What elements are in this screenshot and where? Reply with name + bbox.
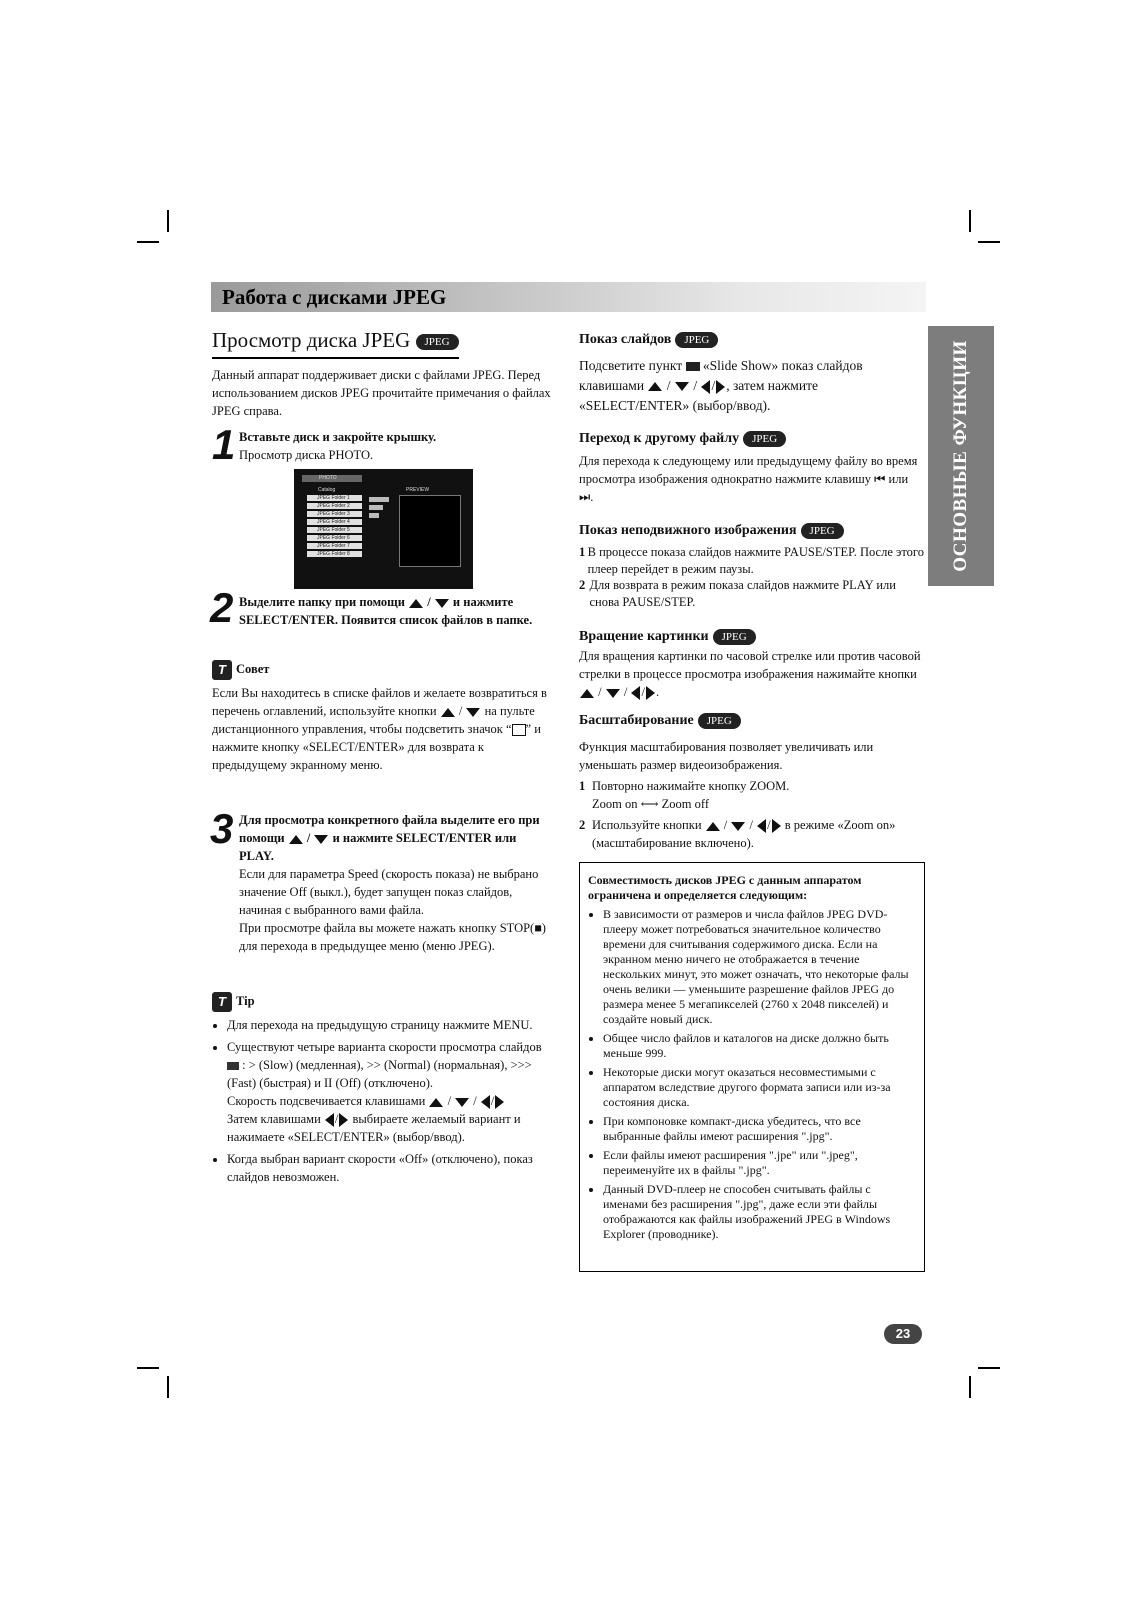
crop-mark bbox=[969, 210, 971, 232]
crop-mark bbox=[137, 241, 159, 243]
compatibility-item: • Данный DVD-плеер не способен считывать файлы с именами без расширения ".jpg", даже если эти файлы отображаются как файлы изображений JPEG в Windows Explorer (проводнике). bbox=[603, 1182, 916, 1242]
step-3: Для просмотра конкретного файла выделите его при помощи / и нажмите SELECT/ENTER или PLAY. Если для параметра Speed (скорость показа) не выбрано значение Off (выкл.), будет запущен показ слайдов, начиная с выбранного вами файла. При просмотре файла вы можете нажать кнопку STOP(■) для перехода в предыдущее меню (меню JPEG). bbox=[239, 811, 552, 955]
compatibility-item: • Общее число файлов и каталогов на диске должно быть меньше 999. bbox=[603, 1031, 916, 1061]
folder-row: JPEG Folder 4 bbox=[307, 519, 362, 525]
jpeg-badge: JPEG bbox=[801, 523, 844, 539]
crop-mark bbox=[978, 1367, 1000, 1369]
up-arrow-icon bbox=[289, 835, 303, 844]
folder-row: JPEG Folder 5 bbox=[307, 527, 362, 533]
folder-row: JPEG Folder 8 bbox=[307, 551, 362, 557]
crop-mark bbox=[978, 241, 1000, 243]
jpeg-badge: JPEG bbox=[698, 713, 741, 729]
pause-heading: Показ неподвижного изображения JPEG bbox=[579, 523, 844, 539]
speed-indicator bbox=[369, 505, 383, 510]
zoom-steps: 1 Повторно нажимайте кнопку ZOOM. Zoom on ⟷ Zoom off 2 Используйте кнопки / / / в режиме «Zoom on» (масштабирование включено). bbox=[579, 779, 896, 850]
next-file-heading: Переход к другому файлу JPEG bbox=[579, 431, 786, 447]
compatibility-notes bbox=[579, 862, 925, 1272]
tip-bullet: • Существуют четыре варианта скорости просмотра слайдов : > (Slow) (медленная), >> (Normal) (нормальная), >>>(Fast) (быстрая) и II (Off) (отключено). Скорость подсвечивается клавишами / / / Затем клавишами / выбираете желаемый вариант и нажимаете «SELECT/ENTER» (выбор/ввод). bbox=[227, 1038, 552, 1146]
jpeg-badge: JPEG bbox=[675, 332, 718, 348]
down-arrow-icon bbox=[314, 835, 328, 844]
zoom-text: Функция масштабирования позволяет увеличивать или уменьшать размер видеоизображения. bbox=[579, 740, 874, 772]
step-1 bbox=[239, 428, 549, 464]
screen-catalog-label: Сatalog bbox=[318, 487, 336, 493]
slideshow-heading: Показ слайдов JPEG bbox=[579, 332, 718, 348]
tip-bullet: • Для перехода на предыдущую страницу нажмите MENU. bbox=[227, 1016, 552, 1034]
rotate-text: Для вращения картинки по часовой стрелке или против часовой стрелки в процессе просмотра изображения нажимайте кнопки / / / . bbox=[579, 649, 921, 699]
crop-mark bbox=[167, 1376, 169, 1398]
compatibility-item: • Если файлы имеют расширения ".jpe" или ".jpeg", переименуйте их в файлы ".jpg". bbox=[603, 1148, 916, 1178]
right-arrow-icon bbox=[716, 380, 725, 394]
crop-mark bbox=[167, 210, 169, 232]
down-arrow-icon bbox=[435, 599, 449, 608]
slideshow-icon bbox=[686, 362, 700, 371]
step-3-paragraph: При просмотре файла вы можете нажать кнопку STOP(■) для перехода в предыдущее меню (меню JPEG). bbox=[239, 921, 546, 953]
up-arrow-icon bbox=[706, 822, 720, 831]
up-arrow-icon bbox=[441, 708, 455, 717]
speed-indicator bbox=[369, 497, 389, 502]
jpeg-badge: JPEG bbox=[416, 334, 459, 350]
tip-box-1: T Совет Если Вы находитесь в списке файлов и желаете возвратиться в перечень оглавлений, используйте кнопки / на пульте дистанционного управления, чтобы подсветить значок “ ” и нажмите кнопку «SELECT/ENTER» для возврата к предыдущему экранному меню. bbox=[212, 662, 547, 773]
page-heading: Просмотр диска JPEG JPEG bbox=[212, 328, 459, 359]
page-number: 23 bbox=[884, 1324, 922, 1344]
step-1-text: Просмотр диска PHOTO. bbox=[239, 448, 374, 462]
tip-box-2 bbox=[212, 992, 552, 1190]
folder-up-icon bbox=[512, 724, 526, 736]
prev-track-icon: ⏮ bbox=[874, 471, 886, 486]
up-arrow-icon bbox=[580, 689, 594, 698]
tip-icon: T bbox=[212, 660, 232, 680]
photo-menu-screenshot bbox=[294, 469, 473, 589]
down-arrow-icon bbox=[675, 382, 689, 391]
speed-icon bbox=[227, 1062, 239, 1070]
down-arrow-icon bbox=[606, 689, 620, 698]
compatibility-item: • Некоторые диски могут оказаться несовместимыми с аппаратом вследствие другого формата записи или из-за состояния диска. bbox=[603, 1065, 916, 1110]
tip-title: Совет bbox=[236, 662, 270, 676]
step-2: Выделите папку при помощи / и нажмите SELECT/ENTER. Появится список файлов в папке. bbox=[239, 595, 533, 627]
rotate-heading: Вращение картинки JPEG bbox=[579, 629, 756, 645]
right-arrow-icon bbox=[772, 819, 781, 833]
up-arrow-icon bbox=[429, 1098, 443, 1107]
crop-mark bbox=[137, 1367, 159, 1369]
folder-row: JPEG Folder 2 bbox=[307, 503, 362, 509]
compatibility-title: Совместимость дисков JPEG с данным аппаратом ограничена и определяется следующим: bbox=[588, 873, 862, 902]
down-arrow-icon bbox=[455, 1098, 469, 1107]
down-arrow-icon bbox=[466, 708, 480, 717]
left-arrow-icon bbox=[481, 1095, 490, 1109]
right-arrow-icon bbox=[646, 686, 655, 700]
left-arrow-icon bbox=[631, 686, 640, 700]
slideshow-text: Подсветите пункт «Slide Show» показ слайдов клавишами / / / , затем нажмите «SELECT/ENTER» (выбор/ввод). bbox=[579, 358, 863, 413]
tip-bullet: • Когда выбран вариант скорости «Off» (отключено), показ слайдов невозможен. bbox=[227, 1150, 552, 1186]
pause-steps: 1 В процессе показа слайдов нажмите PAUSE/STEP. После этого плеер перейдет в режим паузы. 2 Для возврата в режим показа слайдов нажмите PLAY или снова PAUSE/STEP. bbox=[579, 545, 924, 609]
preview-window bbox=[399, 495, 461, 567]
speed-indicator bbox=[369, 513, 379, 518]
step-number: 3 bbox=[210, 805, 234, 852]
crop-mark bbox=[969, 1376, 971, 1398]
next-track-icon: ⏭ bbox=[579, 489, 591, 504]
side-tab-label: ОСНОВНЫЕ ФУНКЦИИ bbox=[950, 340, 971, 572]
tip-title: Tip bbox=[236, 994, 255, 1008]
jpeg-badge: JPEG bbox=[743, 431, 786, 447]
jpeg-badge: JPEG bbox=[713, 629, 756, 645]
folder-row: JPEG Folder 3 bbox=[307, 511, 362, 517]
folder-row: JPEG Folder 6 bbox=[307, 535, 362, 541]
step-3-paragraph: Если для параметра Speed (скорость показа) не выбрано значение Off (выкл.), будет запущен показ слайдов, начиная с выбранного вами файла. bbox=[239, 867, 539, 917]
zoom-heading: Басштабирование JPEG bbox=[579, 713, 741, 729]
up-arrow-icon bbox=[409, 599, 423, 608]
down-arrow-icon bbox=[731, 822, 745, 831]
next-file-text: Для перехода к следующему или предыдущему файлу во время просмотра изображения однократно нажмите клавишу ⏮ или ⏭. bbox=[579, 454, 918, 504]
side-tab bbox=[928, 326, 994, 586]
folder-row: JPEG Folder 7 bbox=[307, 543, 362, 549]
section-title: Работа с дисками JPEG bbox=[222, 285, 447, 309]
compatibility-item: • В зависимости от размеров и числа файлов JPEG DVD-плееру может потребоваться значительное количество времени для считывания содержимого диска. Если на экранном меню ничего не отображается в течение нескольких минут, это может означать, что некоторые фалы очень велики — уменьшите разрешение файлов JPEG до размера менее 5 мегапикселей (2760 x 2048 пикселей) и создайте новый диск. bbox=[603, 907, 916, 1027]
preview-label: PREVIEW bbox=[406, 487, 430, 493]
intro-paragraph: Данный аппарат поддерживает диски с файлами JPEG. Перед использованием дисков JPEG прочитайте примечания о файлах JPEG справа. bbox=[212, 368, 551, 418]
tip-icon: T bbox=[212, 992, 232, 1012]
compatibility-item: • При компоновке компакт-диска убедитесь, что все выбранные файлы имеют расширения ".jpg". bbox=[603, 1114, 916, 1144]
step-number: 1 bbox=[212, 421, 236, 468]
up-arrow-icon bbox=[648, 382, 662, 391]
right-arrow-icon bbox=[495, 1095, 504, 1109]
right-arrow-icon bbox=[339, 1113, 348, 1127]
step-1-title: Вставьте диск и закройте крышку. bbox=[239, 430, 437, 444]
screen-header-label: PHOTO bbox=[319, 475, 337, 481]
left-arrow-icon bbox=[701, 380, 710, 394]
step-number: 2 bbox=[210, 584, 234, 631]
left-arrow-icon bbox=[757, 819, 766, 833]
folder-row: JPEG Folder 1 bbox=[307, 495, 362, 501]
left-arrow-icon bbox=[325, 1113, 334, 1127]
